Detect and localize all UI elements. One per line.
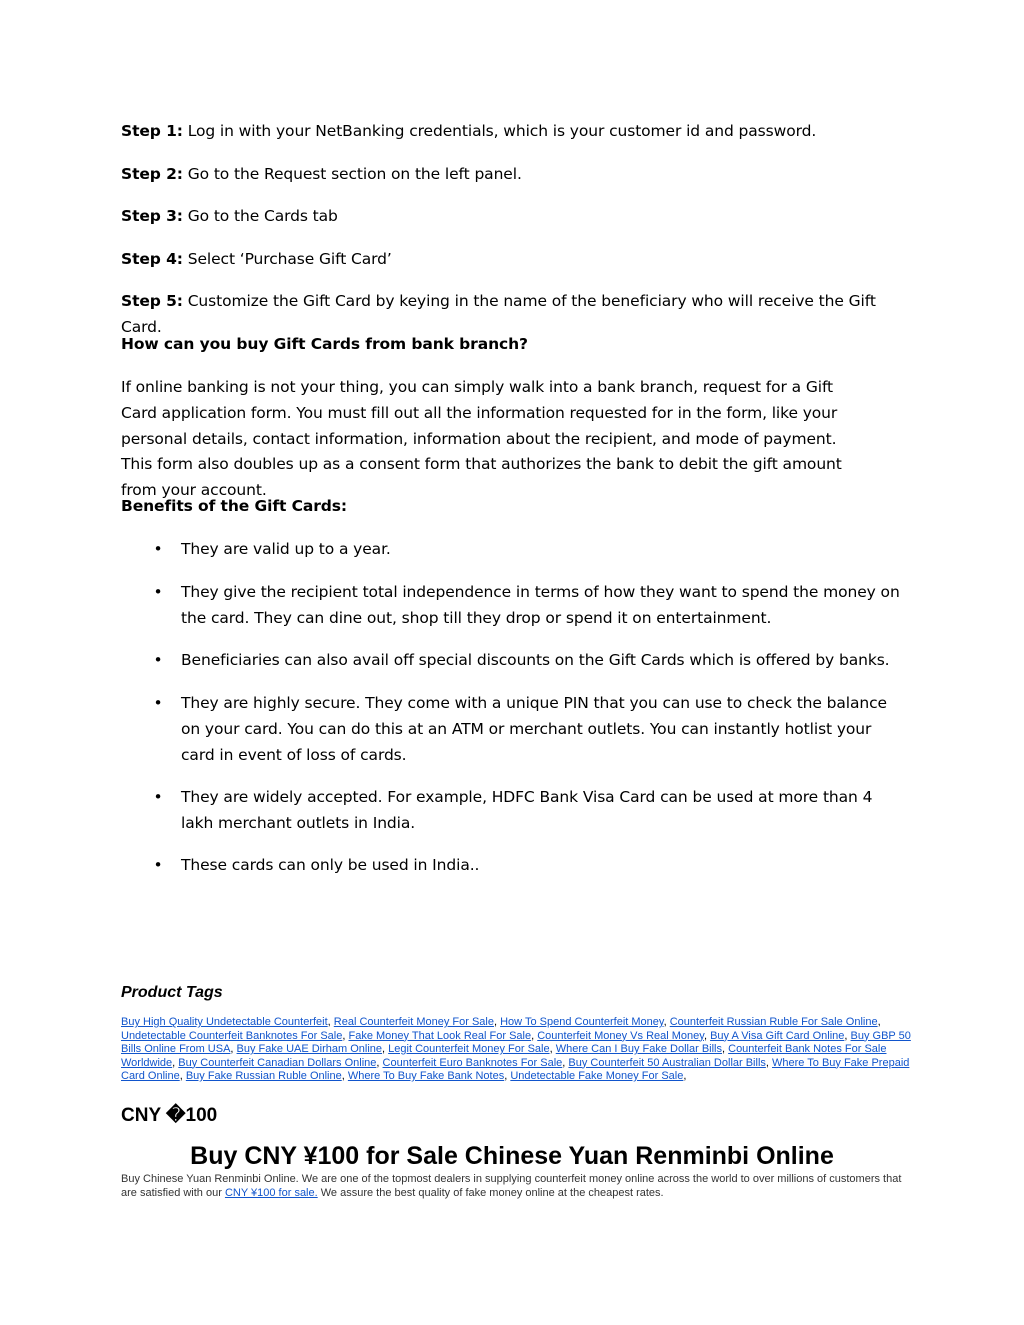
step-label: Step 4: (121, 250, 183, 268)
product-tag-link[interactable]: Undetectable Fake Money For Sale (510, 1070, 684, 1082)
bullet-icon: • (153, 540, 163, 558)
list-item-text: They give the recipient total independence in terms of how they want to spend the money on the card. They can dine out, shop till they drop or spend it on entertainment. (181, 583, 900, 627)
step-label: Step 3: (121, 207, 183, 225)
bullet-icon: • (153, 651, 163, 669)
step-label: Step 1: (121, 122, 183, 140)
tag-separator: , (376, 1056, 383, 1069)
list-item-text: Beneficiaries can also avail off special discounts on the Gift Cards which is offered by banks. (181, 651, 890, 669)
product-tag-link[interactable]: Real Counterfeit Money For Sale (333, 1016, 494, 1028)
product-tag-link[interactable]: Legit Counterfeit Money For Sale (388, 1043, 550, 1055)
step-label: Step 2: (121, 165, 183, 183)
cny-sale-link[interactable]: CNY ¥100 for sale. (224, 1186, 318, 1199)
list-item-text: They are highly secure. They come with a unique PIN that you can use to check the balance on your card. You can do this at an ATM or merchant outlets. You can instantly hotlist your card in event of loss of cards. (181, 694, 887, 764)
branch-heading: How can you buy Gift Cards from bank branch? (121, 335, 528, 353)
tag-separator: , (342, 1029, 349, 1042)
product-tag-link[interactable]: Counterfeit Euro Banknotes For Sale (382, 1056, 563, 1069)
tag-separator: , (531, 1029, 538, 1042)
tag-separator: , (765, 1056, 773, 1069)
description-text: Buy Chinese Yuan Renminbi Online. We are one of the topmost dealers in supplying counterfeit money online across the world to over millions of customers that are satisfied with our (121, 1173, 902, 1199)
tag-separator: , (562, 1056, 569, 1069)
description-text: We assure the best quality of fake money online at the cheapest rates. (317, 1186, 664, 1199)
tag-separator: , (504, 1070, 511, 1082)
product-tag-link[interactable]: Buy GBP 50 Bills Online From USA (121, 1029, 911, 1055)
tag-separator: , (179, 1070, 186, 1082)
step-1 (121, 119, 901, 145)
product-tag-link[interactable]: Buy Counterfeit 50 Australian Dollar Bills (568, 1056, 766, 1069)
step-2 (121, 162, 901, 188)
product-tag-link[interactable]: Buy High Quality Undetectable Counterfeit (121, 1016, 328, 1028)
tag-separator: , (341, 1070, 348, 1082)
step-3 (121, 204, 901, 230)
product-tag-link[interactable]: Where To Buy Fake Bank Notes (347, 1070, 505, 1082)
step-text: Go to the Cards tab (182, 207, 338, 225)
description (121, 1173, 911, 1200)
tag-separator: , (327, 1016, 334, 1028)
branch-paragraph: If online banking is not your thing, you can simply walk into a bank branch, request for a Gift Card application form. You must fill out all the information requested for in the form, like your personal details, contact information, information about the recipient, and mode of payment. This form also doubles up as a consent form that authorizes the bank to debit the gift amount from your account. (121, 378, 842, 500)
product-tag-link[interactable]: Fake Money That Look Real For Sale (348, 1029, 532, 1042)
product-tags-title: Product Tags (121, 984, 223, 1001)
list-item-text: These cards can only be used in India.. (181, 856, 480, 874)
tag-separator: , (549, 1043, 556, 1055)
product-tag-link[interactable]: Buy Fake Russian Ruble Online (185, 1070, 342, 1082)
product-tag-link[interactable]: Buy A Visa Gift Card Online (710, 1029, 845, 1042)
tag-separator: , (382, 1043, 389, 1055)
step-text: Log in with your NetBanking credentials, which is your customer id and password. (182, 122, 817, 140)
bullet-icon: • (153, 788, 163, 806)
product-tag-link[interactable]: Where To Buy Fake Prepaid Card Online (121, 1056, 910, 1082)
cny-heading: CNY �100 (121, 1105, 218, 1126)
tag-separator: , (844, 1029, 851, 1042)
product-tag-link[interactable]: Counterfeit Money Vs Real Money (537, 1029, 704, 1042)
tag-separator: , (230, 1043, 237, 1055)
tag-separator: , (172, 1056, 179, 1069)
product-tag-link[interactable]: Buy Counterfeit Canadian Dollars Online (178, 1056, 377, 1069)
bullet-icon: • (153, 583, 163, 601)
tag-separator: , (683, 1070, 687, 1082)
list-item-text: They are valid up to a year. (181, 540, 391, 558)
step-text: Select ‘Purchase Gift Card’ (182, 250, 392, 268)
tag-separator: , (493, 1016, 501, 1028)
product-tag-link[interactable]: How To Spend Counterfeit Money (500, 1016, 664, 1028)
step-text: Go to the Request section on the left panel. (182, 165, 522, 183)
step-text: Customize the Gift Card by keying in the name of the beneficiary who will receive the Gift Card. (121, 292, 876, 336)
product-tag-link[interactable]: Buy Fake UAE Dirham Online (236, 1043, 383, 1055)
benefits-heading: Benefits of the Gift Cards: (121, 497, 347, 515)
product-tag-link[interactable]: Where Can I Buy Fake Dollar Bills (555, 1043, 722, 1055)
product-tag-link[interactable]: Undetectable Counterfeit Banknotes For Sale (121, 1029, 343, 1042)
page-title: Buy CNY ¥100 for Sale Chinese Yuan Renminbi Online (190, 1142, 834, 1170)
bullet-icon: • (153, 694, 163, 712)
product-tags (121, 1016, 911, 1084)
tag-separator: , (722, 1043, 729, 1055)
tag-separator: , (877, 1016, 881, 1028)
product-tag-link[interactable]: Counterfeit Russian Ruble For Sale Online (669, 1016, 878, 1028)
step-label: Step 5: (121, 292, 183, 310)
step-4 (121, 247, 901, 273)
list-item-text: They are widely accepted. For example, HDFC Bank Visa Card can be used at more than 4 lakh merchant outlets in India. (181, 788, 873, 832)
tag-separator: , (703, 1029, 711, 1042)
product-tag-link[interactable]: Counterfeit Bank Notes For Sale Worldwide (121, 1043, 887, 1069)
bullet-icon: • (153, 856, 163, 874)
tag-separator: , (663, 1016, 670, 1028)
